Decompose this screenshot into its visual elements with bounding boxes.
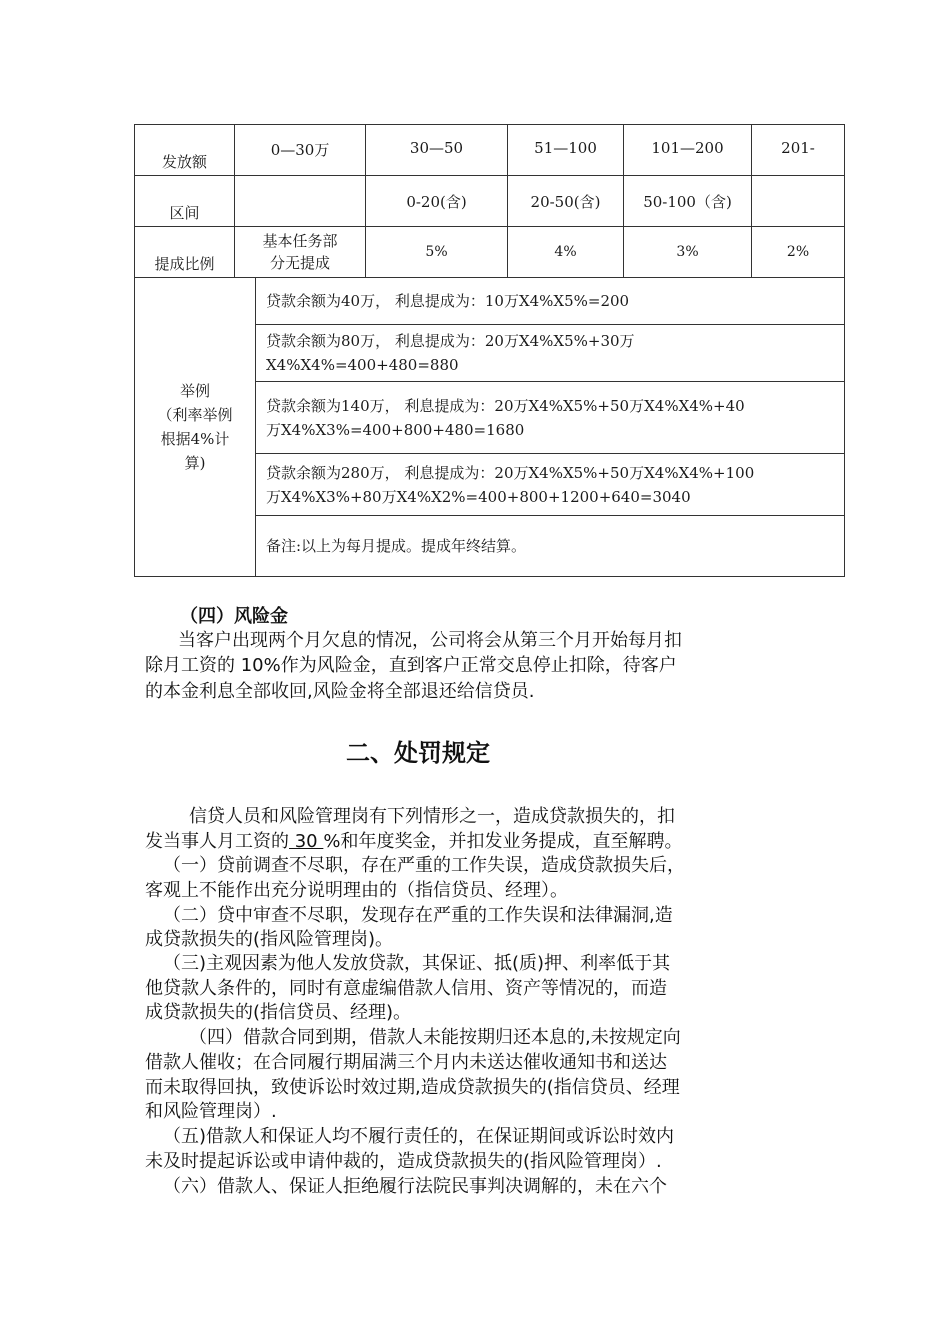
example-label-l1: 举例 xyxy=(179,382,210,400)
example-140-line1: 贷款余额为140万， 利息提成为：20万X4%X5%+50万X4%X4%+40 xyxy=(266,396,745,415)
row-label-rate: 提成比例 xyxy=(135,227,235,278)
section-para-line1: 当客户出现两个月欠息的情况，公司将会从第三个月开始每月扣 xyxy=(178,630,682,651)
amount-201: 201- xyxy=(752,125,845,176)
amount-51-100: 51—100 xyxy=(508,125,624,176)
rate-4: 4% xyxy=(508,227,624,278)
item-3-line2: 他贷款人条件的，同时有意虚编借款人信用、资产等情况的，而造 xyxy=(145,978,667,999)
page-title: 二、处罚规定 xyxy=(346,739,490,767)
example-label-l3: 根据4%计 xyxy=(160,430,230,448)
item-2-line1: （二）贷中审查不尽职，发现存在严重的工作失误和法律漏洞,造 xyxy=(163,905,673,926)
penalty-intro-line2 xyxy=(145,829,682,855)
table-note: 备注:以上为每月提成。提成年终结算。 xyxy=(256,516,845,577)
rate-2: 2% xyxy=(752,227,845,278)
range-empty-1 xyxy=(235,176,366,227)
item-3-line3: 成贷款损失的(指信贷员、经理)。 xyxy=(145,1002,412,1023)
example-80-line2: X4%X4%=400+480=880 xyxy=(266,356,459,374)
amount-101-200: 101—200 xyxy=(624,125,752,176)
range-empty-2 xyxy=(752,176,845,227)
item-1-line1: （一）贷前调查不尽职，存在严重的工作失误，造成贷款损失后， xyxy=(163,855,685,876)
amount-0-30: 0—30万 xyxy=(235,125,366,176)
range-0-20: 0-20(含) xyxy=(366,176,508,227)
rate-base-line2: 分无提成 xyxy=(270,254,331,272)
range-20-50: 20-50(含) xyxy=(508,176,624,227)
penalty-intro-2a: 发当事人月工资的 xyxy=(145,831,289,852)
example-80-line1: 贷款余额为80万， 利息提成为：20万X4%X5%+30万 xyxy=(266,332,635,350)
rate-base-line1: 基本任务部 xyxy=(262,232,338,250)
salary-percentage: 30 xyxy=(289,831,324,852)
rate-5: 5% xyxy=(366,227,508,278)
penalty-intro-2b: %和年度奖金，并扣发业务提成，直至解聘。 xyxy=(323,831,683,852)
example-label xyxy=(135,278,256,577)
example-40-line1: 贷款余额为40万， 利息提成为：10万X4%X5%=200 xyxy=(266,292,630,310)
item-5-line1: （五)借款人和保证人均不履行责任的，在保证期间或诉讼时效内 xyxy=(163,1126,675,1147)
example-40 xyxy=(256,278,845,325)
example-280-line1: 贷款余额为280万， 利息提成为：20万X4%X5%+50万X4%X4%+100 xyxy=(266,463,755,482)
item-1-line2: 客观上不能作出充分说明理由的（指信贷员、经理）。 xyxy=(145,880,568,901)
commission-table xyxy=(134,124,845,577)
rate-3: 3% xyxy=(624,227,752,278)
item-4-line3: 而未取得回执，致使诉讼时效过期,造成贷款损失的(指信贷员、经理 xyxy=(145,1077,680,1098)
item-4-line4: 和风险管理岗）. xyxy=(145,1101,277,1122)
item-3-line1: （三)主观因素为他人发放贷款，其保证、抵(质)押、利率低于其 xyxy=(163,953,671,974)
amount-30-50: 30—50 xyxy=(366,125,508,176)
section-para-line3: 的本金利息全部收回,风险金将全部退还给信贷员. xyxy=(145,681,535,702)
example-label-l4: 算) xyxy=(184,454,206,472)
rate-base xyxy=(235,227,366,278)
section-para-line2: 除月工资的 10%作为风险金，直到客户正常交息停止扣除，待客户 xyxy=(145,655,677,676)
example-label-l2: （利率举例 xyxy=(157,406,233,424)
row-label-amount: 发放额 xyxy=(135,125,235,176)
row-label-range: 区间 xyxy=(135,176,235,227)
item-4-line1: （四）借款合同到期，借款人未能按期归还本息的,未按规定向 xyxy=(189,1027,681,1048)
range-50-100: 50-100（含) xyxy=(624,176,752,227)
example-80 xyxy=(256,325,845,382)
item-5-line2: 未及时提起诉讼或申请仲裁的，造成贷款损失的(指风险管理岗）. xyxy=(145,1151,662,1172)
example-140 xyxy=(256,382,845,454)
item-4-line2: 借款人催收；在合同履行期届满三个月内未送达催收通知书和送达 xyxy=(145,1052,667,1073)
item-6-line1: （六）借款人、保证人拒绝履行法院民事判决调解的，未在六个 xyxy=(163,1176,667,1197)
example-280 xyxy=(256,454,845,516)
section-heading: （四）风险金 xyxy=(180,606,288,627)
example-140-line2: 万X4%X3%=400+800+480=1680 xyxy=(266,420,525,439)
item-2-line2: 成贷款损失的(指风险管理岗)。 xyxy=(145,929,394,950)
example-280-line2: 万X4%X3%+80万X4%X2%=400+800+1200+640=3040 xyxy=(266,487,691,506)
penalty-intro-line1: 信贷人员和风险管理岗有下列情形之一，造成贷款损失的，扣 xyxy=(189,806,675,827)
